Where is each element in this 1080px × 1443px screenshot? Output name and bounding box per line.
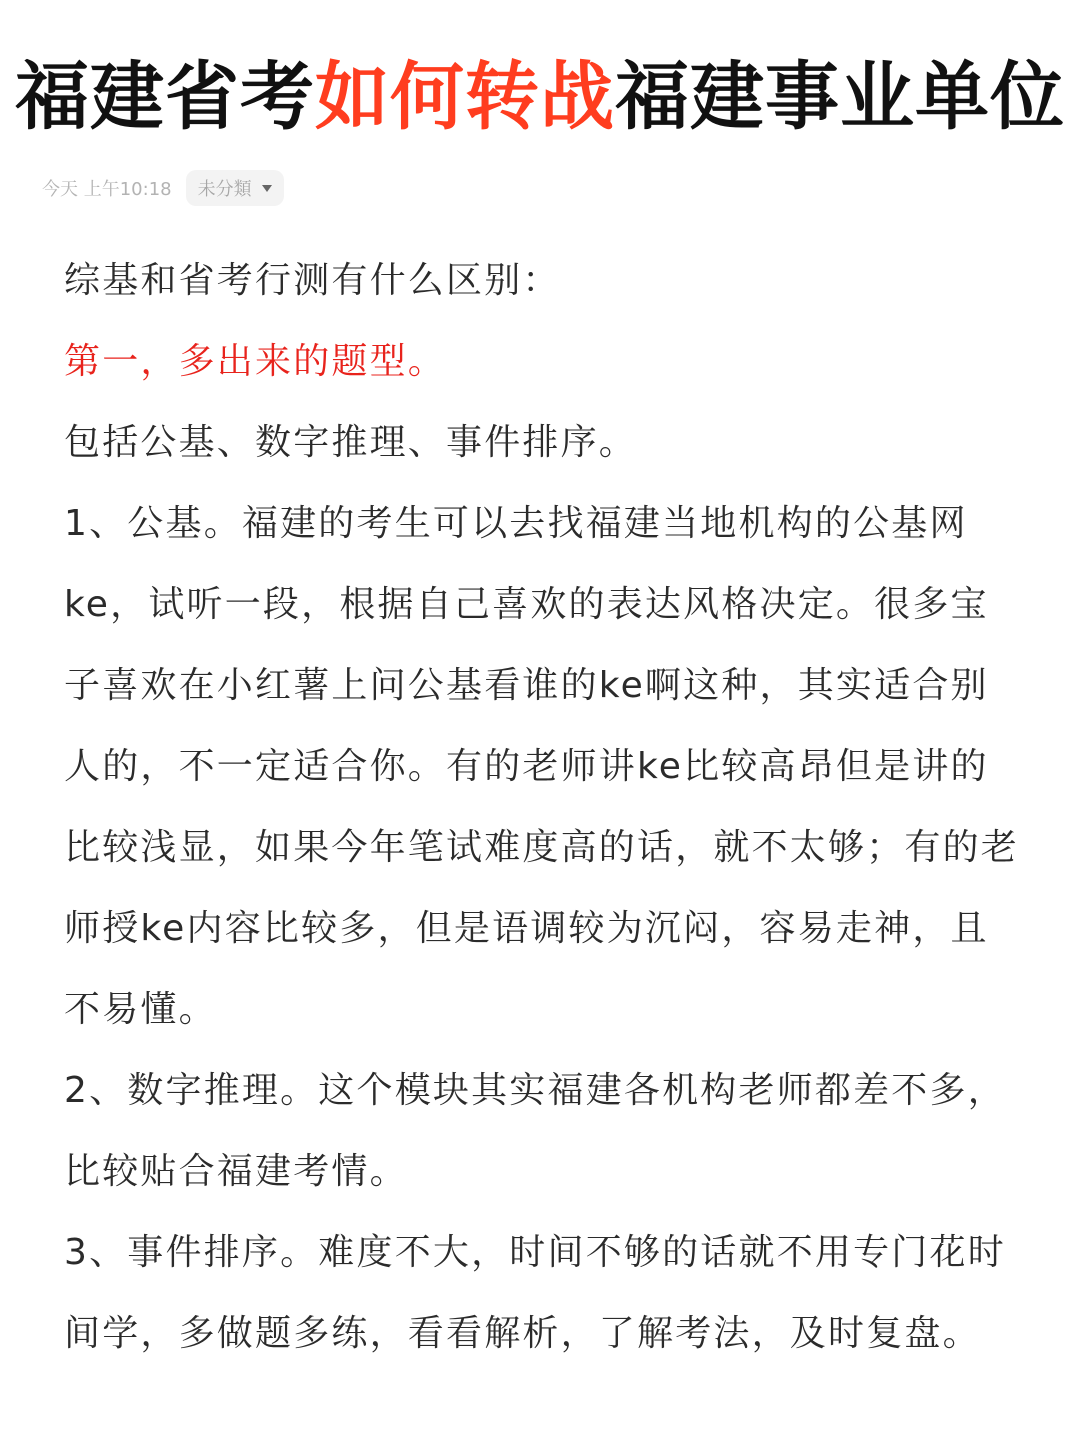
page-title	[0, 52, 1080, 142]
category-label: 未分類	[197, 179, 252, 200]
item-public-basics: 1、公基。福建的考生可以去找福建当地机构的公基网ke，试听一段，根据自己喜欢的表达风格决定。很多宝子喜欢在小红薯上问公基看谁的ke啊这种，其实适合别人的，不一定适合你。有的老师讲ke比较高昂但是讲的比较浅显，如果今年笔试难度高的话，就不太够；有的老师授ke内容比较多，但是语调较为沉闷，容易走神，且不易懂。	[64, 503, 1020, 1030]
article-body	[64, 240, 1024, 1374]
category-dropdown[interactable]	[186, 170, 284, 206]
post-timestamp: 今天 上午10:18	[42, 179, 172, 200]
item-number-reasoning: 2、数字推理。这个模块其实福建各机构老师都差不多，比较贴合福建考情。	[64, 1070, 1006, 1192]
title-part-3: 福建事业单位	[615, 54, 1065, 140]
question-types: 包括公基、数字推理、事件排序。	[64, 422, 638, 463]
section-heading: 第一，多出来的题型。	[64, 341, 447, 382]
post-meta	[42, 170, 284, 206]
chevron-down-icon	[262, 185, 272, 192]
intro-question: 综基和省考行测有什么区别：	[64, 260, 561, 301]
title-highlight: 如何转战	[315, 54, 615, 140]
item-event-ordering: 3、事件排序。难度不大，时间不够的话就不用专门花时间学，多做题多练，看看解析，了解考法，及时复盘。	[64, 1232, 1006, 1354]
title-part-1: 福建省考	[15, 54, 315, 140]
